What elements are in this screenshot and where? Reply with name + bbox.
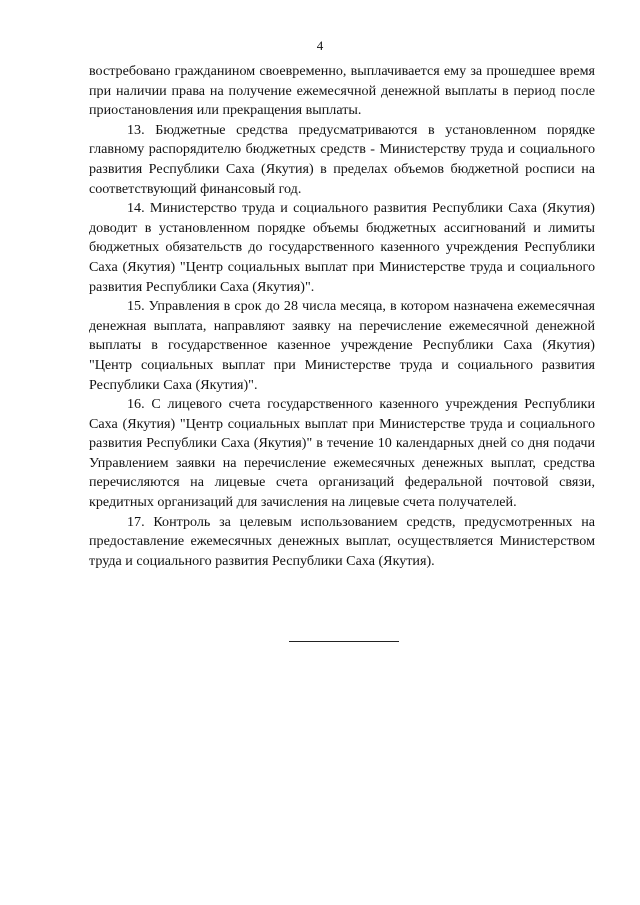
paragraph-continuation: востребовано гражданином своевременно, выплачивается ему за прошедшее время при наличии права на получение ежемесячной денежной выплаты в период после приостановления или прекращения выплаты. bbox=[89, 63, 595, 119]
page-number: 4 bbox=[316, 38, 324, 53]
paragraph-15: 15. Управления в срок до 28 числа месяца, в котором назначена ежемесячная денежная выплата, направляют заявку на перечисление ежемесячной денежной выплаты в государственное казенное учреждение Республики Саха (Якутия) "Центр социальных выплат при Министерстве труда и социального развития Республики Саха (Якутия)". bbox=[89, 298, 595, 393]
paragraph-16: 16. С лицевого счета государственного казенного учреждения Республики Саха (Якутия) "Центр социальных выплат при Министерстве труда и социального развития Республики Саха (Якутия)" в течение 10 календарных дней со дня подачи Управлением заявки на перечисление ежемесячных денежных выплат, средства перечисляются на лицевые счета организаций федеральной почтовой связи, кредитных организаций для зачисления на лицевые счета получателей. bbox=[89, 396, 595, 511]
end-of-document-rule bbox=[289, 641, 399, 642]
paragraph-13: 13. Бюджетные средства предусматриваются в установленном порядке главному распорядителю бюджетных средств - Министерству труда и социального развития Республики Саха (Якутия) в пределах объемов бюджетной росписи на соответствующий финансовый год. bbox=[89, 121, 595, 197]
paragraph-17: 17. Контроль за целевым использованием средств, предусмотренных на предоставление ежемесячных денежных выплат, осуществляется Министерством труда и социального развития Республики Саха (Якутия). bbox=[89, 513, 595, 569]
paragraph-14: 14. Министерство труда и социального развития Республики Саха (Якутия) доводит в установленном порядке объемы бюджетных ассигнований и лимиты бюджетных обязательств до государственного казенного учреждения Республики Саха (Якутия) "Центр социальных выплат при Министерстве труда и социального развития Республики Саха (Якутия)". bbox=[89, 200, 595, 295]
document-body bbox=[89, 62, 595, 571]
